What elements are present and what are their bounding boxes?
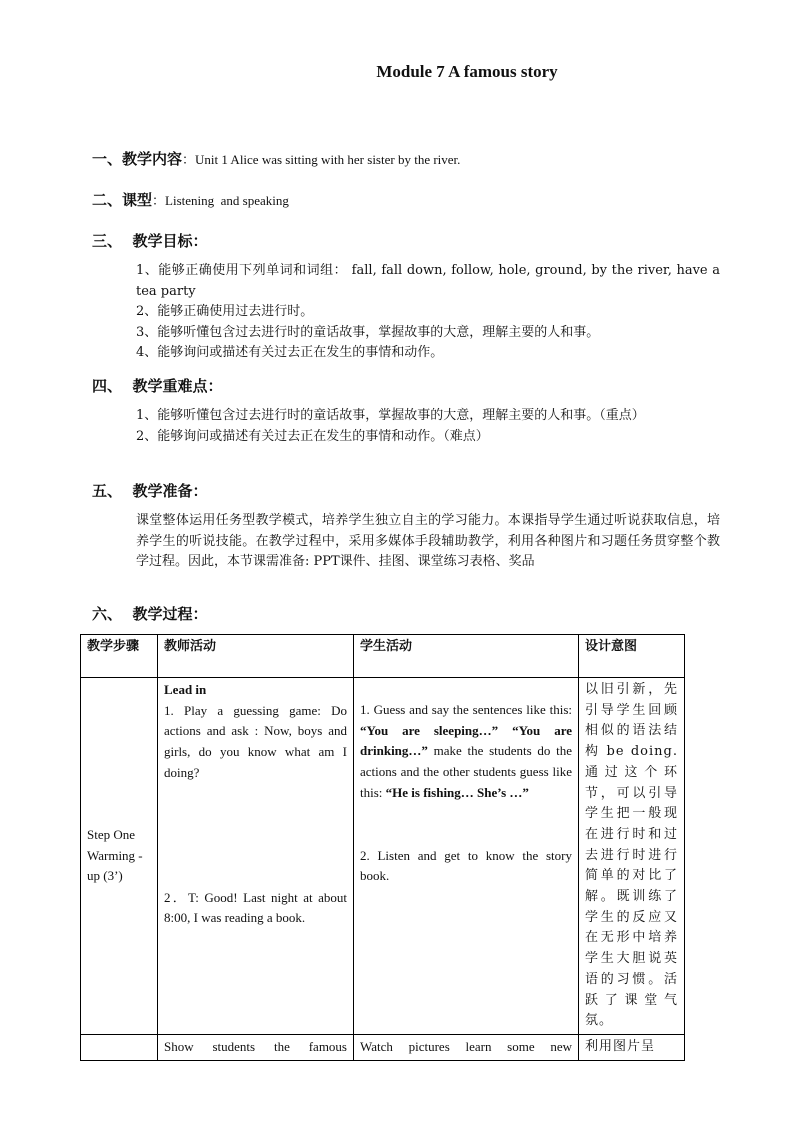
teacher-activity-text: 2．T: Good! Last night at about 8:00, I was reading a book. — [164, 889, 347, 926]
table-row — [81, 1034, 685, 1060]
section-preparation-heading: 五、 教学准备： — [92, 482, 208, 500]
section-teaching-content: 一、教学内容：Unit 1 Alice was sitting with her sister by the river. — [92, 150, 461, 168]
student-activity-cell: Watch pictures learn some new — [354, 1034, 579, 1060]
section-key-points-heading: 四、 教学重难点： — [92, 377, 223, 395]
step-cell: Step One Warming -up (3’) — [81, 678, 158, 1035]
objectives-list — [136, 261, 720, 364]
list-item: 2、能够询问或描述有关过去正在发生的事情和动作。（难点） — [136, 428, 489, 444]
student-activity-text: 2. Listen and get to know the story book. — [360, 847, 572, 884]
key-points-list — [136, 406, 720, 447]
section-heading: 二、课型 — [92, 191, 153, 209]
list-item: 1、能够正确使用下列单词和词组： fall, fall down, follow, hole, ground, by the river, have a tea party — [136, 263, 720, 299]
student-activity-text: 1. Guess and say the sentences like this: “You are sleeping…” “You are drinking…” make the students do the actions and the other students guess like this: “He is fishing… She’s …” — [360, 702, 572, 800]
section-text: Unit 1 Alice was sitting with her sister by the river. — [195, 152, 461, 167]
list-item: 3、能够听懂包含过去进行时的童话故事，掌握故事的大意，理解主要的人和事。 — [136, 324, 600, 340]
section-heading: 一、教学内容 — [92, 150, 183, 168]
teacher-activity-cell: Show students the famous — [158, 1034, 354, 1060]
teacher-activity-text: 1. Play a guessing game: Do actions and ask : Now, boys and girls, do you know what am I doing? — [164, 702, 347, 780]
section-objectives-heading: 三、 教学目标： — [92, 232, 208, 250]
header-design: 设计意图 — [579, 635, 685, 678]
design-intent-cell: 以旧引新，先引导学生回顾相似的语法结构 be doing.通过这个环节，可以引导学生把一般现在进行时和过去进行时进行简单的对比了解。既训练了学生的反应又在无形中培养学生大胆说英语的习惯。活跃了课堂气氛。 — [579, 678, 685, 1035]
header-step: 教学步骤 — [81, 635, 158, 678]
step-cell — [81, 1034, 158, 1060]
list-item: 1、能够听懂包含过去进行时的童话故事，掌握故事的大意，理解主要的人和事。（重点） — [136, 408, 645, 423]
header-student: 学生活动 — [354, 635, 579, 678]
teacher-activity-cell — [158, 678, 354, 1035]
student-activity-cell — [354, 678, 579, 1035]
header-teacher: 教师活动 — [158, 635, 354, 678]
table-row — [81, 678, 685, 1035]
teacher-activity-title: Lead in — [164, 682, 207, 697]
section-text: Listening and speaking — [165, 193, 289, 208]
preparation-text: 课堂整体运用任务型教学模式，培养学生独立自主的学习能力。本课指导学生通过听说获取信息，培养学生的听说技能。在教学过程中，采用多媒体手段辅助教学，利用各种图片和习题任务贯穿整个教学过程。因此，本节课需准备: PPT课件、挂图、课堂练习表格、奖品 — [136, 513, 720, 569]
list-item: 4、能够询问或描述有关过去正在发生的事情和动作。 — [136, 345, 444, 360]
teaching-process-table — [80, 634, 685, 1061]
section-process-heading: 六、 教学过程： — [92, 605, 208, 623]
document-title: Module 7 A famous story — [376, 62, 558, 81]
design-intent-cell: 利用图片呈 — [579, 1034, 685, 1060]
table-header-row — [81, 635, 685, 678]
section-lesson-type: 二、课型：Listening and speaking — [92, 191, 289, 209]
list-item: 2、能够正确使用过去进行时。 — [136, 304, 314, 319]
